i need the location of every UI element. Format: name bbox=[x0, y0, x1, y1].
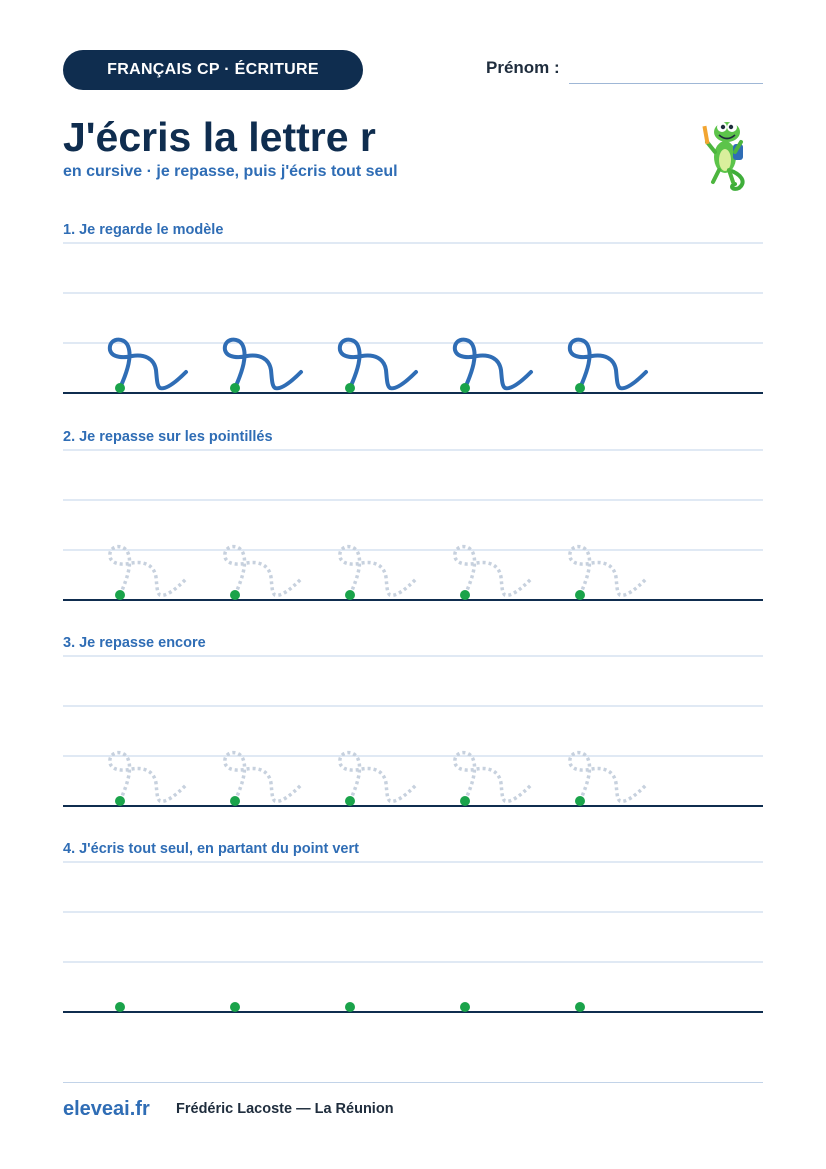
letter-r-dotted bbox=[225, 753, 301, 802]
letter-r-model bbox=[225, 340, 301, 389]
section-title: 3. Je repasse encore bbox=[63, 635, 206, 651]
letter-r-model bbox=[340, 340, 416, 389]
page-subtitle: en cursive · je repasse, puis j'écris tout seul bbox=[63, 163, 398, 180]
start-dot bbox=[345, 590, 355, 600]
footer-author: Frédéric Lacoste — La Réunion bbox=[176, 1101, 394, 1117]
page-title: J'écris la lettre r bbox=[63, 114, 376, 160]
start-dot bbox=[230, 1002, 240, 1012]
start-dot bbox=[230, 590, 240, 600]
letter-r-dotted bbox=[570, 753, 646, 802]
letter-r-dotted bbox=[455, 547, 531, 596]
writing-lines[interactable] bbox=[63, 841, 763, 1016]
section-title[interactable]: 4. J'écris tout seul, en partant du point vert bbox=[63, 841, 359, 857]
subject-badge-label: FRANÇAIS CP · ÉCRITURE bbox=[107, 61, 319, 78]
start-dot bbox=[115, 1002, 125, 1012]
start-dot bbox=[575, 383, 585, 393]
section-dotted-2 bbox=[63, 635, 763, 795]
start-dot bbox=[115, 796, 125, 806]
prenom-label: Prénom : bbox=[486, 58, 560, 77]
start-dot bbox=[345, 1002, 355, 1012]
start-dot bbox=[460, 1002, 470, 1012]
writing-lines bbox=[63, 222, 763, 397]
letter-r-dotted bbox=[340, 547, 416, 596]
start-dot bbox=[460, 590, 470, 600]
letter-r-dotted bbox=[570, 547, 646, 596]
letter-r-model bbox=[110, 340, 186, 389]
section-free-writing bbox=[63, 841, 763, 1001]
footer-brand[interactable]: eleveai.fr bbox=[63, 1098, 150, 1120]
letter-r-model bbox=[570, 340, 646, 389]
prenom-input-line[interactable] bbox=[569, 83, 763, 84]
footer-divider bbox=[63, 1082, 763, 1083]
start-dot bbox=[345, 796, 355, 806]
letter-r-dotted bbox=[110, 753, 186, 802]
start-dot bbox=[460, 383, 470, 393]
section-model bbox=[63, 222, 763, 382]
start-dot bbox=[115, 383, 125, 393]
letter-r-dotted bbox=[455, 753, 531, 802]
letter-r-model bbox=[455, 340, 531, 389]
subject-badge bbox=[63, 50, 363, 90]
start-dot bbox=[230, 796, 240, 806]
letter-r-dotted bbox=[110, 547, 186, 596]
start-dot bbox=[575, 1002, 585, 1012]
section-title: 2. Je repasse sur les pointillés bbox=[63, 429, 273, 445]
section-dotted-1 bbox=[63, 429, 763, 589]
start-dot bbox=[575, 590, 585, 600]
letter-r-dotted bbox=[225, 547, 301, 596]
start-dot bbox=[575, 796, 585, 806]
writing-lines bbox=[63, 429, 763, 604]
start-dot bbox=[345, 383, 355, 393]
section-title: 1. Je regarde le modèle bbox=[63, 222, 224, 238]
start-dot bbox=[460, 796, 470, 806]
start-dot bbox=[115, 590, 125, 600]
start-dot bbox=[230, 383, 240, 393]
writing-lines bbox=[63, 635, 763, 810]
letter-r-dotted bbox=[340, 753, 416, 802]
gecko-mascot-icon bbox=[695, 112, 757, 197]
